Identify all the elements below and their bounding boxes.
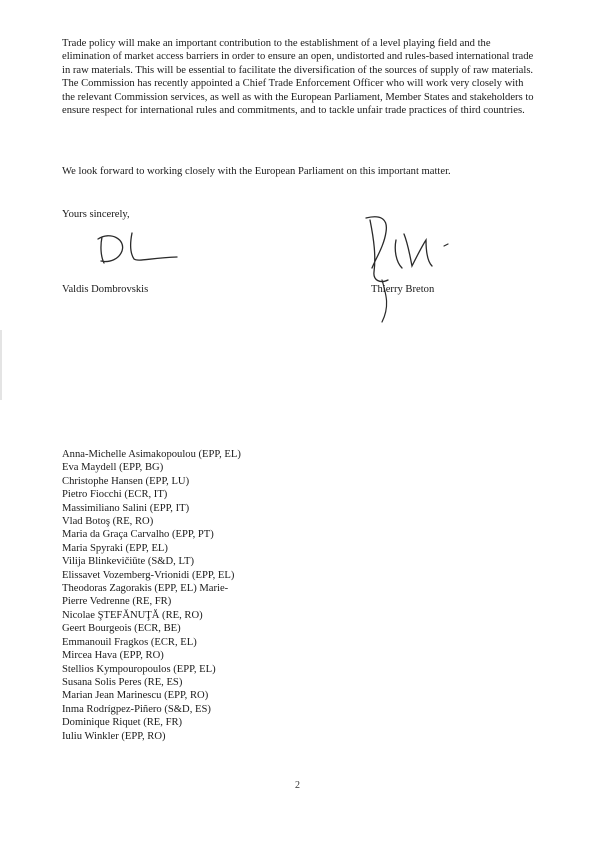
signer-name-dombrovskis: Valdis Dombrovskis [62, 284, 149, 295]
paragraph-trade-policy: Trade policy will make an important contribution to the establishment of a level playing field and the elimination of market access barriers in order to ensure an open, undistorted and rules-based international trade in raw materials. This will be essential to facilitate the diversification of the sources of supply of raw materials. The Commission has recently appointed a Chief Trade Enforcement Officer who will work very closely with the relevant Commission services, as well as with the European Parliament, Member States and stakeholders to ensure respect for international rules and commitments, and to tackle unfair trade practices of third countries. [62, 38, 534, 117]
signatory-item: Emmanouil Fragkos (ECR, EL) [62, 636, 197, 648]
closing-salutation: Yours sincerely, [62, 209, 130, 220]
signatory-item: Marian Jean Marinescu (EPP, RO) [62, 690, 209, 702]
signatory-item: Dominique Riquet (RE, FR) [62, 717, 183, 729]
signatory-item: Pierre Vedrenne (RE, FR) [62, 596, 172, 608]
signatory-item: Anna-Michelle Asimakopoulou (EPP, EL) [62, 449, 241, 460]
signatory-item: Eva Maydell (EPP, BG) [62, 462, 164, 474]
signature-breton [352, 210, 462, 328]
signature-dombrovskis [92, 225, 182, 270]
signatory-item: Theodoras Zagorakis (EPP, EL) Marie- [62, 583, 229, 595]
signatory-item: Nicolae ŞTEFĂNUŢĂ (RE, RO) [62, 609, 203, 621]
signatory-item: Elissavet Vozemberg-Vrionidi (EPP, EL) [62, 569, 235, 581]
signer-name-breton: Thierry Breton [371, 284, 435, 295]
paragraph-closing-remark: We look forward to working closely with the European Parliament on this important matter. [62, 166, 451, 177]
signatory-item: Inma Rodrígpez-Piñero (S&D, ES) [62, 703, 211, 715]
page-number: 2 [295, 780, 300, 791]
signatory-item: Massimiliano Salini (EPP, IT) [62, 502, 190, 514]
signatories-list [62, 448, 241, 743]
signatory-item: Vilija Blinkevičiūte (S&D, LT) [62, 556, 194, 568]
signatory-item: Maria Spyraki (EPP, EL) [62, 542, 168, 554]
signatory-item: Geert Bourgeois (ECR, BE) [62, 623, 181, 635]
signatory-item: Vlad Botoş (RE, RO) [62, 516, 154, 528]
scan-edge-mark [0, 330, 2, 400]
signatory-item: Mircea Hava (EPP, RO) [62, 650, 164, 662]
signatory-item: Iuliu Winkler (EPP, RO) [62, 730, 166, 742]
signatory-item: Susana Solis Peres (RE, ES) [62, 676, 183, 688]
signatory-item: Maria da Graça Carvalho (EPP, PT) [62, 529, 214, 541]
signatory-item: Stellios Kympouropoulos (EPP, EL) [62, 663, 216, 675]
signatory-item: Christophe Hansen (EPP, LU) [62, 475, 190, 487]
signatory-item: Pietro Fiocchi (ECR, IT) [62, 489, 168, 501]
